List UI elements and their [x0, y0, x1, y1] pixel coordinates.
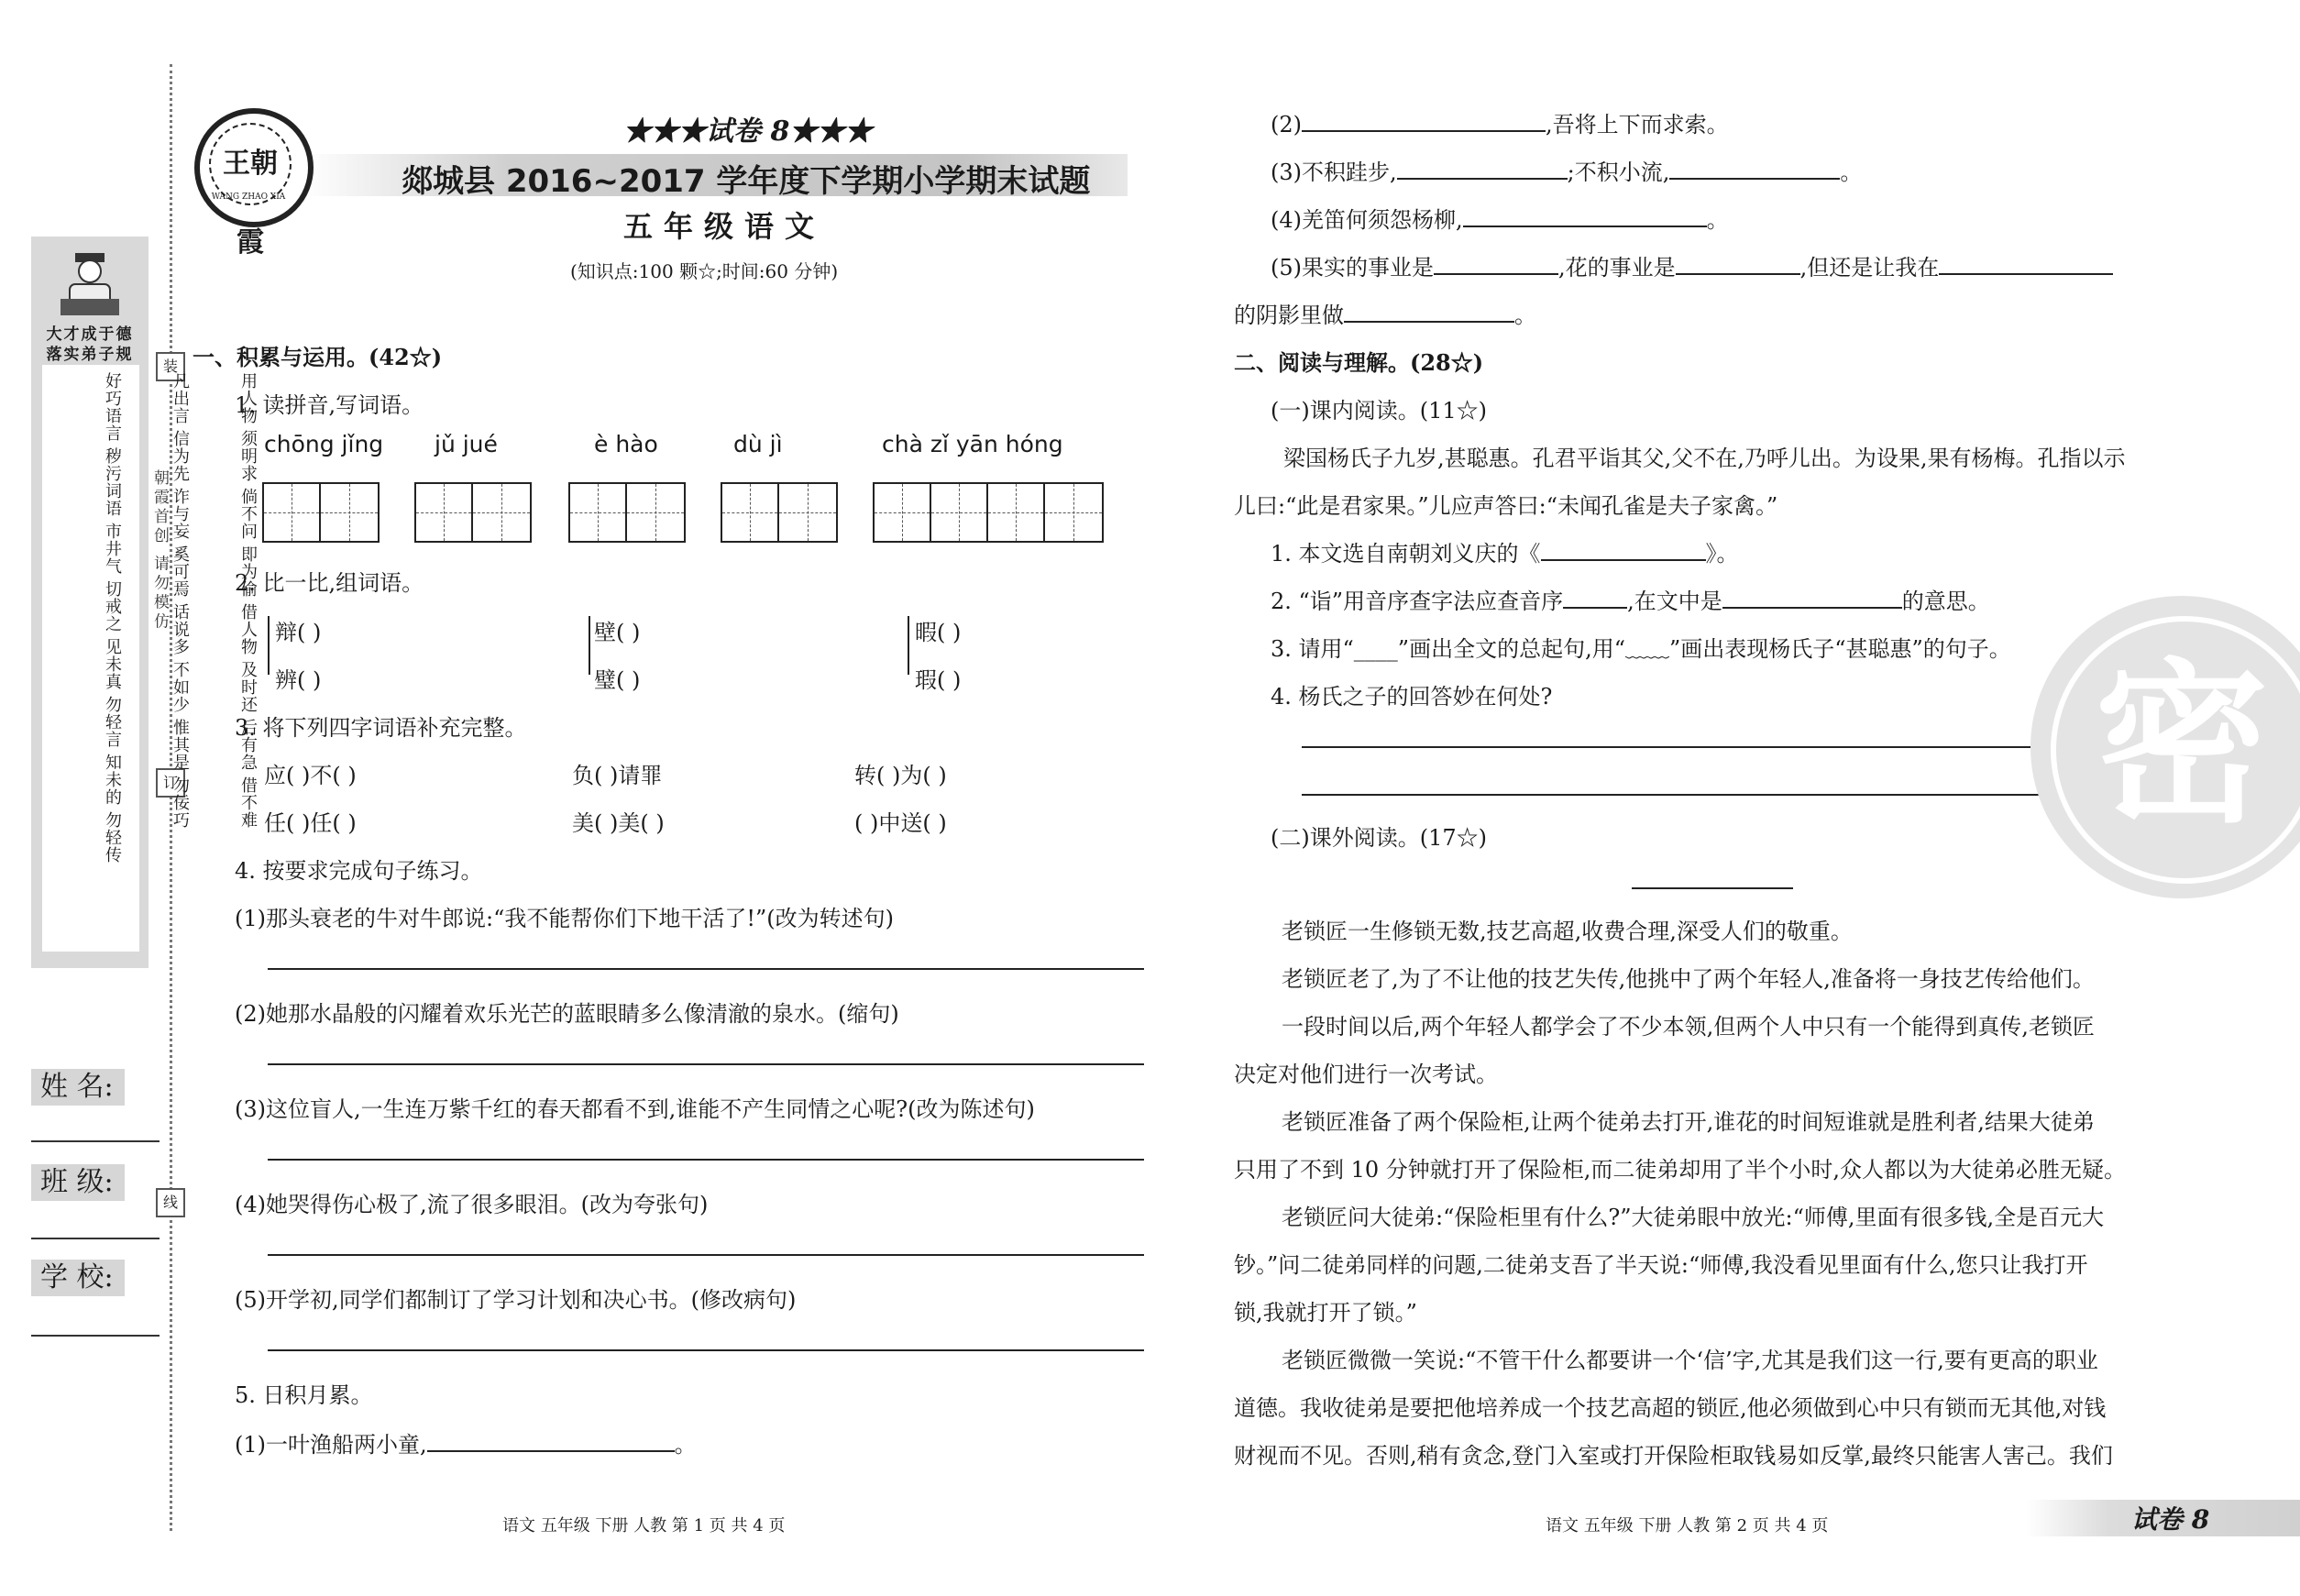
passage-line: 财视而不见。否则,稍有贪念,登门入室或打开保险柜取钱易如反掌,最终只能害人害己。我们 [1234, 1443, 2113, 1469]
verse: 须明求 [238, 430, 258, 482]
verse: 借不难 [238, 776, 258, 829]
writing-grid[interactable] [262, 482, 380, 543]
verse: 用人物 [238, 372, 258, 424]
verse: 勿轻言 [103, 696, 122, 748]
question-text: 2. “诣”用音序查字法应查音序 [1271, 589, 1564, 614]
page-title: 郯城县 2016~2017 学年度下学期小学期末试题 [402, 163, 1091, 200]
page-footer: 语文 五年级 下册 人教 第 2 页 共 4 页 [1546, 1516, 1829, 1535]
pinyin: è hào [594, 431, 658, 457]
sidebar-caption: 落实弟子规 [46, 346, 134, 364]
name-label: 姓 名: [31, 1069, 125, 1106]
recite-item [1271, 154, 1862, 186]
blank[interactable] [1563, 587, 1627, 609]
blank[interactable] [1676, 253, 1800, 275]
idiom-item[interactable]: ( )中送( ) [854, 810, 947, 836]
verse: 凡出言 [171, 372, 190, 424]
writing-grid[interactable] [568, 482, 686, 543]
passage-line: 老锁匠老了,为了不让他的技艺失传,他挑中了两个年轻人,准备将一身技艺传给他们。 [1282, 966, 2095, 992]
passage-line: 决定对他们进行一次考试。 [1234, 1062, 1498, 1087]
compare-item[interactable]: 辨( ) [275, 667, 322, 693]
verse: 不如少 [171, 661, 190, 713]
passage-line: 儿曰:“此是君家果。”儿应声答曰:“未闻孔雀是夫子家禽。” [1234, 493, 1778, 519]
question-5: 5. 日积月累。 [235, 1382, 373, 1408]
blank[interactable] [1722, 587, 1902, 609]
passage-line: 老锁匠一生修锁无数,技艺高超,收费合理,深受人们的敬重。 [1282, 919, 1853, 944]
passage-line: 老锁匠准备了两个保险柜,让两个徒弟去打开,谁花的时间短谁就是胜利者,结果大徒弟 [1282, 1109, 2095, 1135]
recite-text: 。 [1514, 303, 1536, 328]
compare-item[interactable]: 瑕( ) [915, 667, 962, 693]
sentence-task: (1)那头衰老的牛对牛郎说:“我不能帮你们下地干活了!”(改为转述句) [235, 906, 894, 931]
verse: 勿佞巧 [171, 776, 190, 829]
question-text: ,在文中是 [1627, 589, 1722, 614]
verse: 信为先 [171, 430, 190, 482]
brace [268, 616, 270, 675]
verse: 惟其是 [171, 719, 190, 771]
verse: 即为偷 [238, 545, 258, 598]
subsection-heading: (一)课内阅读。(11☆) [1271, 398, 1487, 424]
pinyin: dù jì [733, 431, 783, 457]
section-heading: 一、积累与运用。(42☆) [193, 344, 443, 370]
compare-item[interactable]: 壁( ) [594, 620, 641, 645]
idiom-item[interactable]: 任( )任( ) [264, 810, 357, 836]
exam-note: (知识点:100 颗☆;时间:60 分钟) [570, 260, 839, 282]
question-3: 3. 将下列四字词语补充完整。 [235, 715, 527, 741]
recite-text: (5)果实的事业是 [1271, 255, 1434, 281]
passage-line: 钞。”问二徒弟同样的问题,二徒弟支吾了半天说:“师傅,我没看见里面有什么,您只让我打开 [1234, 1252, 2088, 1278]
brace [589, 616, 590, 675]
verse: 秽污词语 [103, 447, 122, 517]
question-text: 的意思。 [1901, 589, 1990, 614]
passage-line: 只用了不到 10 分钟就打开了保险柜,而二徒弟却用了半个小时,众人都以为大徒弟必胜无疑。 [1234, 1157, 2127, 1183]
reading-question: 4. 杨氏之子的回答妙在何处? [1271, 684, 1553, 710]
verse: 借人物 [238, 603, 258, 655]
recite-item [1271, 106, 1729, 138]
brace [908, 616, 909, 675]
blank[interactable] [1463, 205, 1707, 227]
verse: 市井气 [103, 523, 122, 575]
passage-line: 锁,我就打开了锁。” [1234, 1300, 1417, 1326]
recite-text: (2) [1271, 112, 1302, 138]
passage-line: 一段时间以后,两个年轻人都学会了不少本领,但两个人中只有一个能得到真传,老锁匠 [1282, 1014, 2095, 1040]
sidebar-caption: 大才成于德 [46, 325, 134, 344]
answer-line[interactable] [268, 968, 1144, 970]
recite-text: 。 [1840, 160, 1863, 185]
verse: 及时还 [238, 661, 258, 713]
reading-question [1271, 535, 1739, 567]
pinyin: chà zǐ yān hóng [882, 431, 1063, 457]
recite-text: 。 [1706, 207, 1729, 233]
idiom-item[interactable]: 负( )请罪 [572, 763, 663, 788]
blank[interactable] [1541, 539, 1706, 561]
blank[interactable] [1344, 301, 1514, 323]
verse: 好巧语言 [103, 372, 122, 442]
paper-number: ★★★试卷 8★★★ [623, 116, 873, 148]
recite-item [235, 1426, 697, 1458]
pinyin: chōng jǐng [264, 431, 384, 457]
watermark-stamp [2030, 596, 2300, 898]
verse: 话说多 [171, 603, 190, 655]
recite-text: 。 [674, 1432, 697, 1458]
blank[interactable] [1434, 253, 1558, 275]
recite-text: (3)不积跬步, [1271, 160, 1397, 185]
binding-mark: 线 [156, 1188, 185, 1217]
writing-grid[interactable] [414, 482, 532, 543]
blank[interactable] [427, 1430, 675, 1452]
answer-line[interactable] [268, 1159, 1144, 1161]
answer-line[interactable] [268, 1254, 1144, 1256]
recite-item [1234, 297, 1536, 329]
passage-line: 老锁匠微微一笑说:“不管干什么都要讲一个‘信’字,尤其是我们这一行,要有更高的职业 [1282, 1348, 2098, 1373]
scholar-figure-icon [57, 246, 123, 319]
recite-text: ,花的事业是 [1558, 255, 1676, 281]
answer-line[interactable] [268, 1349, 1144, 1351]
recite-text: ,但还是让我在 [1799, 255, 1940, 281]
recite-item [1271, 202, 1729, 234]
passage-line: 老锁匠问大徒弟:“保险柜里有什么?”大徒弟眼中放光:“师傅,里面有很多钱,全是百元大 [1282, 1205, 2105, 1230]
verse: 勿轻传 [103, 811, 122, 864]
recite-item [1271, 249, 2113, 281]
logo-subtext: WANG ZHAO XIA [211, 193, 286, 202]
passage-line: 梁国杨氏子九岁,甚聪惠。孔君平诣其父,父不在,乃呼儿出。为设果,果有杨梅。孔指以示 [1283, 446, 2126, 471]
logo-text: 王朝霞 [209, 123, 292, 205]
blank[interactable] [1669, 158, 1840, 180]
subject-title: 五年级语文 [623, 209, 826, 244]
sentence-task: (4)她哭得伤心极了,流了很多眼泪。(改为夸张句) [235, 1192, 709, 1217]
subsection-heading: (二)课外阅读。(17☆) [1271, 825, 1487, 851]
pinyin: jǔ jué [435, 431, 498, 457]
verse: 切戒之 [103, 580, 122, 633]
recite-text: ,吾将上下而求索。 [1546, 112, 1729, 138]
verse: 见未真 [103, 638, 122, 690]
blank[interactable] [1302, 110, 1546, 132]
blank[interactable] [1939, 253, 2113, 275]
verse: 后有急 [238, 719, 258, 771]
school-field[interactable] [31, 1335, 160, 1337]
blank[interactable] [1397, 158, 1568, 180]
idiom-item[interactable]: 美( )美( ) [572, 810, 665, 836]
verse: 诈与妄 [171, 488, 190, 540]
question-2: 2. 比一比,组词语。 [235, 570, 424, 596]
section-heading: 二、阅读与理解。(28☆) [1234, 349, 1484, 376]
verse: 知未的 [103, 754, 122, 806]
sentence-task: (2)她那水晶般的闪耀着欢乐光芒的蓝眼睛多么像清澈的泉水。(缩句) [235, 1001, 899, 1027]
recite-text: 的阴影里做 [1234, 303, 1344, 328]
compare-item[interactable]: 辩( ) [275, 620, 322, 645]
reading-question [1271, 583, 1990, 615]
class-field[interactable] [31, 1238, 160, 1239]
answer-line[interactable] [268, 1063, 1144, 1065]
passage-line: 道德。我收徒弟是要把他培养成一个技艺高超的锁匠,他必须做到心中只有锁而无其他,对钱 [1234, 1395, 2107, 1421]
binding-mark: 装 [156, 352, 185, 381]
question-4: 4. 按要求完成句子练习。 [235, 858, 483, 884]
writing-grid[interactable] [873, 482, 1104, 543]
paper-end-label: 试卷 8 [2131, 1504, 2210, 1535]
question-text: 1. 本文选自南朝刘义庆的《 [1271, 541, 1541, 567]
verse: 奚可焉 [171, 545, 190, 598]
writing-grid[interactable] [721, 482, 838, 543]
sidebar-verses [48, 372, 257, 864]
recite-text: (1)一叶渔船两小童, [235, 1432, 427, 1458]
idiom-item[interactable]: 转( )为( ) [854, 763, 947, 788]
reading-question: 3. 请用“____”画出全文的总起句,用“﹏﹏”画出表现杨氏子“甚聪惠”的句子。 [1271, 636, 2011, 662]
compare-item[interactable]: 璧( ) [594, 667, 641, 693]
class-label: 班 级: [31, 1164, 125, 1201]
school-label: 学 校: [31, 1260, 125, 1296]
idiom-item[interactable]: 应( )不( ) [264, 763, 357, 788]
recite-text: (4)羌笛何须怨杨柳, [1271, 207, 1463, 233]
title-blank[interactable] [1632, 887, 1793, 889]
sentence-task: (3)这位盲人,一生连万紫千红的春天都看不到,谁能不产生同情之心呢?(改为陈述句) [235, 1096, 1035, 1122]
vertical-note: 朝霞首创 请勿模仿 [150, 469, 169, 633]
question-text: 》。 [1705, 541, 1739, 567]
logo [194, 108, 314, 259]
page-footer: 语文 五年级 下册 人教 第 1 页 共 4 页 [502, 1516, 786, 1535]
binding-mark: 订 [156, 768, 185, 798]
compare-item[interactable]: 暇( ) [915, 620, 962, 645]
stamp-character: 密 [2094, 642, 2269, 846]
recite-text: ;不积小流, [1567, 160, 1670, 185]
question-1: 1. 读拼音,写词语。 [235, 392, 424, 418]
name-field[interactable] [31, 1140, 160, 1142]
verse: 倘不问 [238, 488, 258, 540]
sentence-task: (5)开学初,同学们都制订了学习计划和决心书。(修改病句) [235, 1287, 797, 1313]
